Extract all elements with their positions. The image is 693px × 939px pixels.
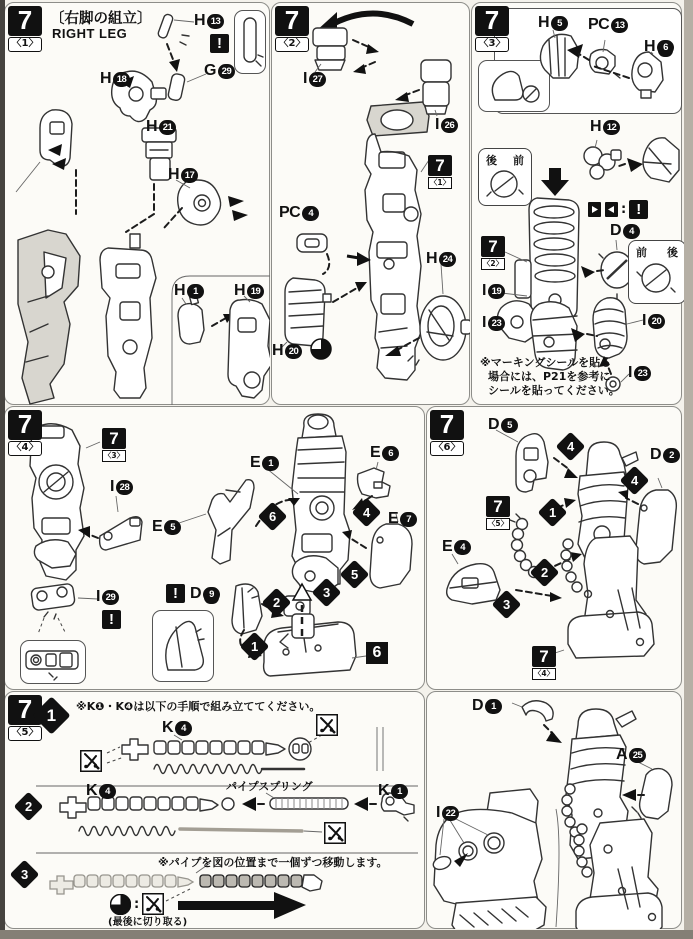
step-substep: 〈2〉 <box>275 37 309 52</box>
colon-separator: : <box>134 896 140 912</box>
part-label-k4: K 4 <box>86 782 116 800</box>
orientation-inset-front-rear <box>628 240 686 304</box>
step-number: 7 <box>8 695 42 725</box>
orientation-part-drawing <box>629 260 683 300</box>
sequence-badge-5: 5 <box>340 560 370 590</box>
marking-seal-note-line2: 場合には、P21を参考に <box>488 370 611 383</box>
part-label-a25: A 25 <box>616 746 646 764</box>
part-label-e1: E 1 <box>250 454 279 472</box>
part-label-i22: I 22 <box>436 804 459 822</box>
part-label-d2: D 2 <box>650 446 680 464</box>
nipper-icon <box>80 750 102 772</box>
nipper-icon <box>324 822 346 844</box>
gate-cut-icon <box>310 338 332 360</box>
part-label-i23: I 23 <box>482 314 505 332</box>
drawing-thigh-stack <box>515 198 579 318</box>
step-header-7-6 <box>430 410 464 456</box>
kanji-rear-label: 後 <box>486 154 497 167</box>
illustration-step7-5 <box>4 691 425 929</box>
sequence-badge-1: 1 <box>240 632 270 662</box>
orientation-part-drawing <box>479 168 529 204</box>
part-label-d9: D 9 <box>190 585 220 603</box>
caution-icon: ! <box>166 584 185 603</box>
drawing-leg-frame-gray <box>18 230 80 404</box>
scan-edge-left <box>0 0 5 939</box>
drawing-part-a25 <box>622 759 672 819</box>
sequence-badge-3: 3 <box>312 578 342 608</box>
step-number: 7 <box>430 410 464 440</box>
ref-badge-7-2: 7 〈2〉 <box>482 237 504 268</box>
part-label-d4: D 4 <box>610 222 640 240</box>
drawing-lower-leg-frame <box>100 234 156 398</box>
pipe-move-note: ※パイプを図の位置まで一個ずつ移動します。 <box>158 856 388 869</box>
scan-edge-bottom <box>0 930 693 939</box>
step-number: 7 <box>8 410 42 440</box>
drawing-k4-chain-step3 <box>50 863 322 919</box>
pipe-spring-label: パイプスプリング <box>226 780 313 793</box>
step-substep: 〈4〉 <box>8 441 42 456</box>
part-label-g29: G 29 <box>204 62 235 80</box>
part-label-h18: H 18 <box>100 70 130 88</box>
part-label-i28: I 28 <box>110 478 133 496</box>
drawing-part-i26 <box>421 60 451 116</box>
sequence-badge-2: 2 <box>530 558 560 588</box>
step-number: 7 <box>8 6 42 36</box>
drawing-part-e5 <box>170 480 254 564</box>
illustration-step7-4 <box>4 406 425 690</box>
caution-icon: ! <box>102 610 121 629</box>
part-label-h20: H 20 <box>272 342 302 360</box>
drawing-part-d9 <box>232 584 262 634</box>
step-substep: 〈3〉 <box>475 37 509 52</box>
part-label-i27: I 27 <box>303 70 326 88</box>
sequence-badge-3: 3 <box>10 860 40 890</box>
drawing-part-i29 <box>31 583 98 634</box>
part-label-e4: E 4 <box>442 538 471 556</box>
caution-icon: ! <box>210 34 229 53</box>
sequence-badge-4: 4 <box>620 466 650 496</box>
drawing-part-i28 <box>78 496 142 550</box>
part-label-i26: I 26 <box>435 116 458 134</box>
part-label-h5: H 5 <box>538 14 568 32</box>
step-header-7-1 <box>8 6 42 52</box>
drawing-center-leg <box>292 414 350 594</box>
sequence-badge-6: 6 <box>258 502 288 532</box>
ref-badge-7-3: 7 〈3〉 <box>103 429 125 460</box>
push-caution-row <box>588 200 648 219</box>
drawing-part-h5 <box>540 30 583 78</box>
section-title-english: RIGHT LEG <box>52 26 128 41</box>
step-number: 7 <box>275 6 309 36</box>
caution-icon: ! <box>629 200 648 219</box>
part-label-d5: D 5 <box>488 416 518 434</box>
part-label-i20: I 20 <box>642 312 665 330</box>
ref-badge-7-5: 7 〈5〉 <box>487 497 509 528</box>
part-label-e7: E 7 <box>388 510 417 528</box>
scan-edge-right <box>684 0 693 939</box>
drawing-part-h19 <box>228 296 270 398</box>
colon-separator: : <box>621 202 627 217</box>
step-substep: 〈5〉 <box>8 726 42 741</box>
nipper-icon <box>142 893 164 915</box>
section-title-japanese: 〔右脚の組立〕 <box>50 11 152 27</box>
step-substep: 〈6〉 <box>430 441 464 456</box>
step-number: 7 <box>475 6 509 36</box>
part-label-h1: H 1 <box>174 282 204 300</box>
ref-badge-7-1: 7 〈1〉 <box>429 156 451 187</box>
drawing-part-i20 <box>571 298 643 358</box>
ref-badge-7-4: 7 〈4〉 <box>533 647 555 678</box>
kanji-front-label: 前 <box>513 154 524 167</box>
part-label-h19: H 19 <box>234 282 264 300</box>
drawing-part-d1 <box>512 701 562 743</box>
sequence-badge-3: 3 <box>492 590 522 620</box>
part-label-i29: I 29 <box>96 588 119 606</box>
cut-at-end-note: (最後に切り取る) <box>108 917 188 928</box>
kanji-rear-label: 後 <box>667 246 678 259</box>
step-substep: 〈1〉 <box>8 37 42 52</box>
part-label-h13: H 13 <box>194 12 224 30</box>
sequence-badge-1: 1 <box>538 498 568 528</box>
part-label-pc4: PC 4 <box>279 204 319 222</box>
drawing-part-i27 <box>313 28 347 72</box>
sequence-badge-4: 4 <box>352 498 382 528</box>
drawing-part-e4 <box>447 554 500 604</box>
gate-cut-icon <box>110 894 131 915</box>
drawing-part-h13 <box>157 13 194 72</box>
drawing-part-h12 <box>584 140 621 179</box>
drawing-part-pc4 <box>297 234 371 274</box>
marking-seal-note-line3: シールを貼ってください。 <box>488 384 620 397</box>
part-label-i23b: I 23 <box>628 364 651 382</box>
part-label-h24: H 24 <box>426 250 456 268</box>
part-label-h6: H 6 <box>644 38 674 56</box>
drawing-part-d5 <box>496 430 548 492</box>
nipper-icon <box>316 714 338 736</box>
step-header-7-2 <box>275 6 309 52</box>
kanji-front-label: 前 <box>636 246 647 259</box>
gate-cut-instruction-row <box>110 893 164 915</box>
part-label-h12: H 12 <box>590 118 620 136</box>
drawing-receiver-joint <box>16 110 72 192</box>
push-in-icon <box>588 202 618 217</box>
drawing-part-h17 <box>176 180 248 225</box>
marking-seal-note-line1: ※マーキングシールを貼る <box>480 356 612 369</box>
illustration-finished-leg <box>426 691 682 929</box>
part-label-k1: K 1 <box>378 782 408 800</box>
k-parts-assembly-note: ※K❶・K❹は以下の手順で組み立ててください。 <box>76 700 321 713</box>
drawing-hip-ball <box>619 138 679 182</box>
part-label-h21: H 21 <box>146 118 176 136</box>
part-label-e5: E 5 <box>152 518 181 536</box>
part-label-e6: E 6 <box>370 444 399 462</box>
sequence-badge-2: 2 <box>14 792 44 822</box>
frame-number-badge: 6 <box>366 642 388 664</box>
part-label-h17: H 17 <box>168 166 198 184</box>
drawing-k4-chain-step1 <box>107 727 383 774</box>
drawing-inner-inset-part <box>492 71 539 102</box>
sequence-badge-2: 2 <box>262 588 292 618</box>
part-label-i19: I 19 <box>482 282 505 300</box>
orientation-inset-rear-front <box>478 148 532 206</box>
sequence-badge-4: 4 <box>556 432 586 462</box>
step-header-7-4 <box>8 410 42 456</box>
part-label-d1: D 1 <box>472 697 502 715</box>
sequence-badge-1: 1 <box>32 696 70 734</box>
step-header-7-3 <box>475 6 509 52</box>
part-label-k4: K 4 <box>162 719 192 737</box>
part-label-pc13: PC 13 <box>588 16 628 34</box>
